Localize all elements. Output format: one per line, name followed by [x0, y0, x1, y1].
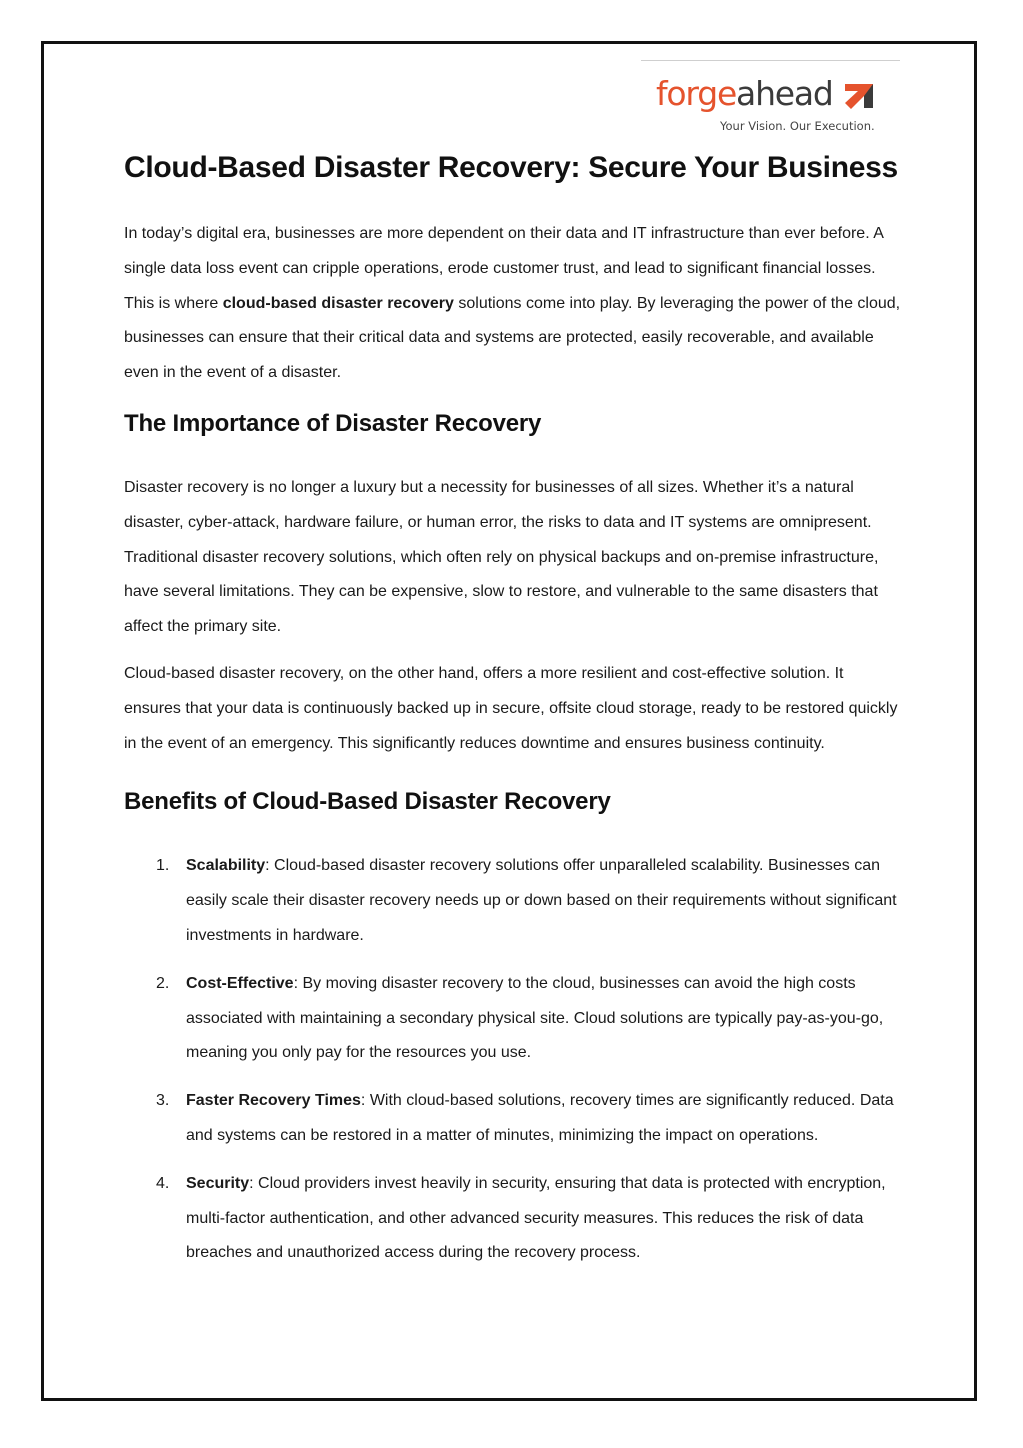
- list-number: 3.: [156, 1092, 170, 1110]
- logo-tagline: Your Vision. Our Execution.: [720, 119, 875, 133]
- list-item-term: Security: [186, 1174, 250, 1192]
- list-item-text: : Cloud-based disaster recovery solutions offer unparalleled scalability. Businesses can easily scale their disaster recovery needs up or down based on their requirements without significant investments in hardware.: [186, 857, 897, 944]
- arrow-mark-icon: [843, 81, 875, 111]
- list-item-term: Faster Recovery Times: [186, 1092, 361, 1110]
- document-title: Cloud-Based Disaster Recovery: Secure Your Business: [124, 151, 898, 184]
- logo-ahead-text: ahead: [736, 74, 833, 113]
- list-number: 1.: [156, 857, 170, 875]
- list-item-text: : Cloud providers invest heavily in security, ensuring that data is protected with encryption, multi-factor authentication, and other advanced security measures. This reduces the risk of data breaches and unauthorized access during the recovery process.: [186, 1174, 886, 1262]
- list-number: 2.: [156, 974, 170, 992]
- benefits-heading: Benefits of Cloud-Based Disaster Recovery: [124, 788, 611, 816]
- intro-paragraph: [124, 217, 904, 391]
- importance-heading: The Importance of Disaster Recovery: [124, 409, 542, 437]
- logo-forge-text: forge: [656, 74, 737, 113]
- list-number: 4.: [156, 1174, 170, 1192]
- intro-text-start: In today’s digital era, businesses are more dependent on their data and IT infrastructure than ever before. A single data loss event can cripple operations, erode customer trust, and lead to significant financial losses. This is where: [124, 225, 883, 312]
- list-item-text: : By moving disaster recovery to the cloud, businesses can avoid the high costs associated with maintaining a secondary physical site. Cloud solutions are typically pay-as-you-go, meaning you only pay for the resources you use.: [186, 974, 884, 1062]
- list-item-term: Cost-Effective: [186, 974, 294, 992]
- forgeahead-logo: [656, 74, 882, 136]
- list-item-scalability: [124, 849, 904, 953]
- list-item-faster-recovery: [124, 1084, 904, 1154]
- list-item-security: [124, 1167, 904, 1271]
- header-rule: [641, 60, 900, 61]
- benefits-list: [124, 849, 904, 1271]
- importance-paragraph-2: Cloud-based disaster recovery, on the other hand, offers a more resilient and cost-effective solution. It ensures that your data is continuously backed up in secure, offsite cloud storage, ready to be restored quickly in the event of an emergency. This significantly reduces downtime and ensures business continuity.: [124, 664, 898, 752]
- logo-wordmark: [656, 74, 833, 114]
- list-item-text: : With cloud-based solutions, recovery times are significantly reduced. Data and systems can be restored in a matter of minutes, minimizing the impact on operations.: [186, 1092, 894, 1144]
- intro-text-end: solutions come into play. By leveraging the power of the cloud, businesses can ensure that their critical data and systems are protected, easily recoverable, and available even in the event of a disaster.: [124, 294, 901, 382]
- list-item-term: Scalability: [186, 857, 266, 875]
- intro-bold-term: cloud-based disaster recovery: [222, 294, 454, 312]
- importance-paragraph-1: Disaster recovery is no longer a luxury but a necessity for businesses of all sizes. Whether it’s a natural disaster, cyber-attack, hardware failure, or human error, the risks to data and IT systems are omnipresent. Traditional disaster recovery solutions, which often rely on physical backups and on-premise infrastructure, have several limitations. They can be expensive, slow to restore, and vulnerable to the same disasters that affect the primary site.: [124, 478, 879, 636]
- list-item-cost-effective: [124, 967, 904, 1071]
- document-body: [124, 145, 904, 1284]
